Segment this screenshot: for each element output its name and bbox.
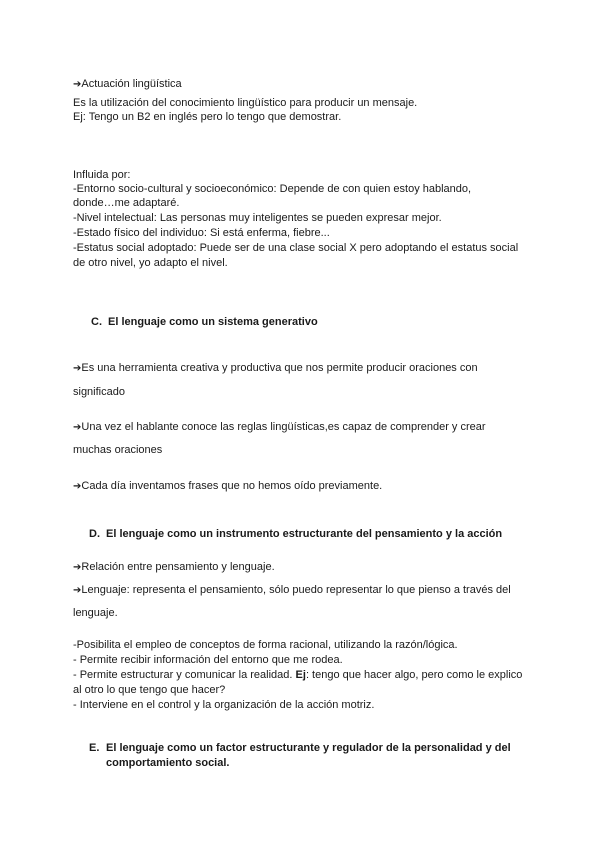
section-e-letter: E. xyxy=(89,742,100,754)
section-d-list-item: - Permite recibir información del entorno que me rodea. xyxy=(73,654,343,666)
influenced-by-label: Influida por: xyxy=(73,169,131,181)
section-d-point: ➔Lenguaje: representa el pensamiento, sólo puedo representar lo que pienso a través del xyxy=(73,584,511,596)
definition-line: Es la utilización del conocimiento lingüístico para producir un mensaje. xyxy=(73,97,418,109)
arrow-icon: ➔ xyxy=(73,363,82,374)
section-c-point: ➔Una vez el hablante conoce las reglas lingüísticas,es capaz de comprender y crear xyxy=(73,421,486,433)
example-line: Ej: Tengo un B2 en inglés pero lo tengo que demostrar. xyxy=(73,111,342,123)
section-d-letter: D. xyxy=(89,528,100,540)
section-c-point-cont: significado xyxy=(73,386,125,398)
influence-item: -Estado físico del individuo: Si está enferma, fiebre... xyxy=(73,227,330,239)
arrow-icon: ➔ xyxy=(73,562,82,573)
section-d-point: ➔Relación entre pensamiento y lenguaje. xyxy=(73,561,275,573)
section-e-title-cont: comportamiento social. xyxy=(106,757,230,769)
influence-item: -Nivel intelectual: Las personas muy inteligentes se pueden expresar mejor. xyxy=(73,212,442,224)
arrow-icon: ➔ xyxy=(73,585,82,596)
actuacion-heading: ➔Actuación lingüística xyxy=(73,78,182,90)
influence-item: donde…me adaptaré. xyxy=(73,197,180,209)
section-c-letter: C. xyxy=(91,316,102,328)
section-d-point-cont: lenguaje. xyxy=(73,607,118,619)
section-c-point-cont: muchas oraciones xyxy=(73,444,163,456)
influence-item: de otro nivel, yo adapto el nivel. xyxy=(73,257,228,269)
section-c-point: ➔Es una herramienta creativa y productiva que nos permite producir oraciones con xyxy=(73,362,478,374)
section-d-list-item-cont: al otro lo que tengo que hacer? xyxy=(73,684,226,696)
influence-item: -Estatus social adoptado: Puede ser de una clase social X pero adoptando el estatus social xyxy=(73,242,519,254)
arrow-icon: ➔ xyxy=(73,481,82,492)
influence-item: -Entorno socio-cultural y socioeconómico: Depende de con quien estoy hablando, xyxy=(73,183,472,195)
section-c-point: ➔Cada día inventamos frases que no hemos oído previamente. xyxy=(73,480,383,492)
section-c-title: El lenguaje como un sistema generativo xyxy=(108,316,318,328)
arrow-icon: ➔ xyxy=(73,79,82,90)
section-d-list-item: - Permite estructurar y comunicar la realidad. Ej: tengo que hacer algo, pero como le explico xyxy=(73,669,523,681)
section-e-title: El lenguaje como un factor estructurante y regulador de la personalidad y del xyxy=(106,742,511,754)
section-d-list-item: -Posibilita el empleo de conceptos de forma racional, utilizando la razón/lógica. xyxy=(73,639,458,651)
section-d-list-item: - Interviene en el control y la organización de la acción motriz. xyxy=(73,699,375,711)
section-d-title: El lenguaje como un instrumento estructurante del pensamiento y la acción xyxy=(106,528,503,540)
arrow-icon: ➔ xyxy=(73,422,82,433)
